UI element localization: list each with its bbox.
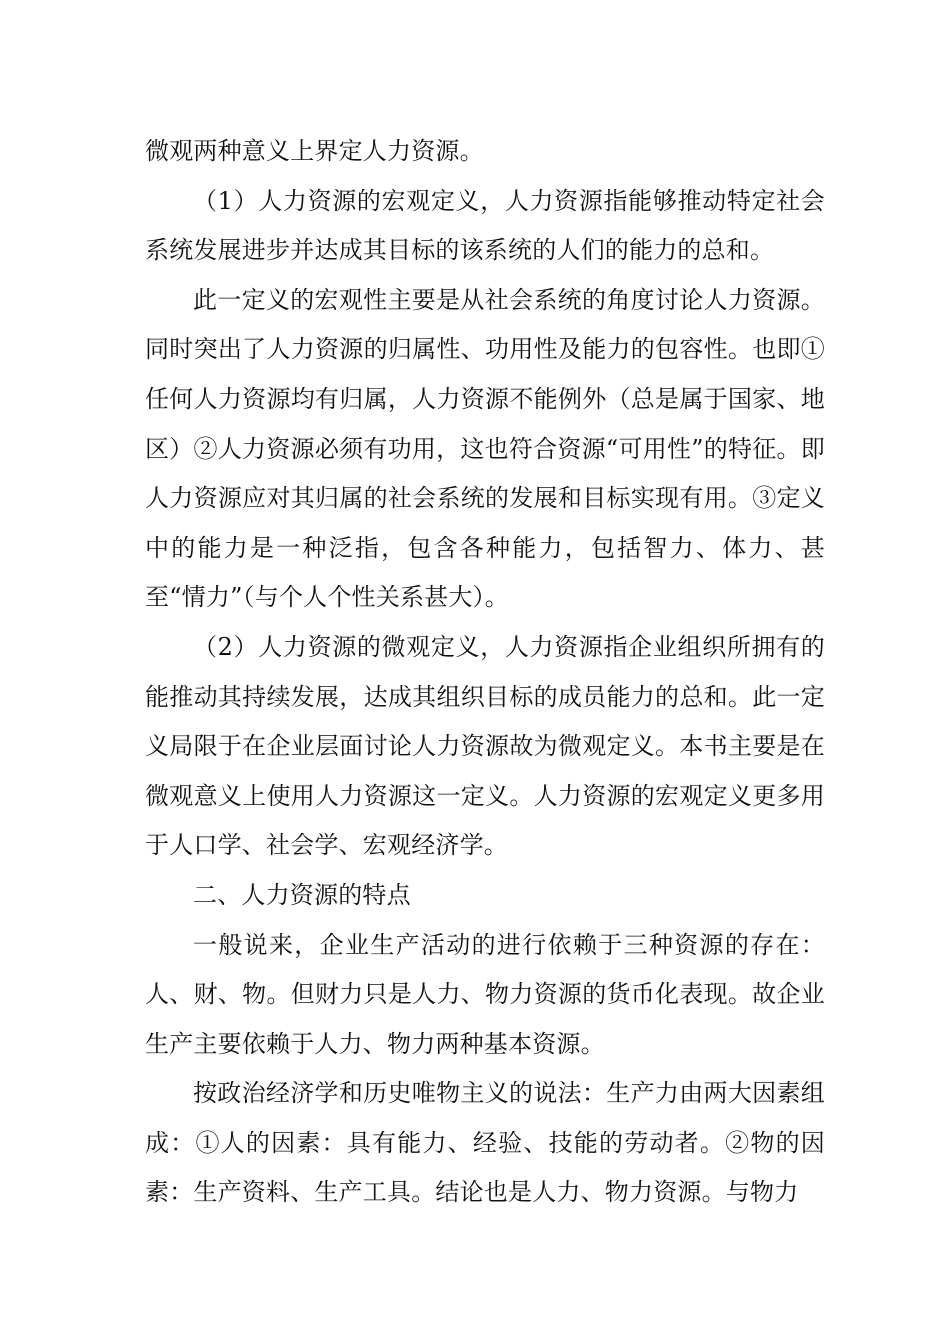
document-body [145, 127, 825, 1218]
paragraph-productive-forces: 按政治经济学和历史唯物主义的说法：生产力由两大因素组成：①人的因素：具有能力、经验、技能的劳动者。②物的因素：生产资料、生产工具。结论也是人力、物力资源。与物力 [145, 1079, 825, 1207]
section-heading: 二、人力资源的特点 [193, 880, 411, 909]
paragraph-three-resources: 一般说来，企业生产活动的进行依赖于三种资源的存在：人、财、物。但财力只是人力、物力资源的货币化表现。故企业生产主要依赖于人力、物力两种基本资源。 [145, 930, 825, 1058]
paragraph-macro-explanation: 此一定义的宏观性主要是从社会系统的角度讨论人力资源。同时突出了人力资源的归属性、功用性及能力的包容性。也即①任何人力资源均有归属，人力资源不能例外（总是属于国家、地区）②人力资源必须有功用，这也符合资源“可用性”的特征。即人力资源应对其归属的社会系统的发展和目标实现有用。③定义中的能力是一种泛指，包含各种能力，包括智力、体力、甚至“情力”（与个人个性关系甚大）。 [145, 285, 825, 612]
paragraph-continuation: 微观两种意义上界定人力资源。 [145, 137, 484, 165]
paragraph-micro-definition: （2）人力资源的微观定义，人力资源指企业组织所拥有的能推动其持续发展，达成其组织目标的成员能力的总和。此一定义局限于在企业层面讨论人力资源故为微观定义。本书主要是在微观意义上使用人力资源这一定义。人力资源的宏观定义更多用于人口学、社会学、宏观经济学。 [145, 632, 825, 860]
paragraph-macro-definition: （1）人力资源的宏观定义，人力资源指能够推动特定社会系统发展进步并达成其目标的该系统的人们的能力的总和。 [145, 186, 825, 265]
